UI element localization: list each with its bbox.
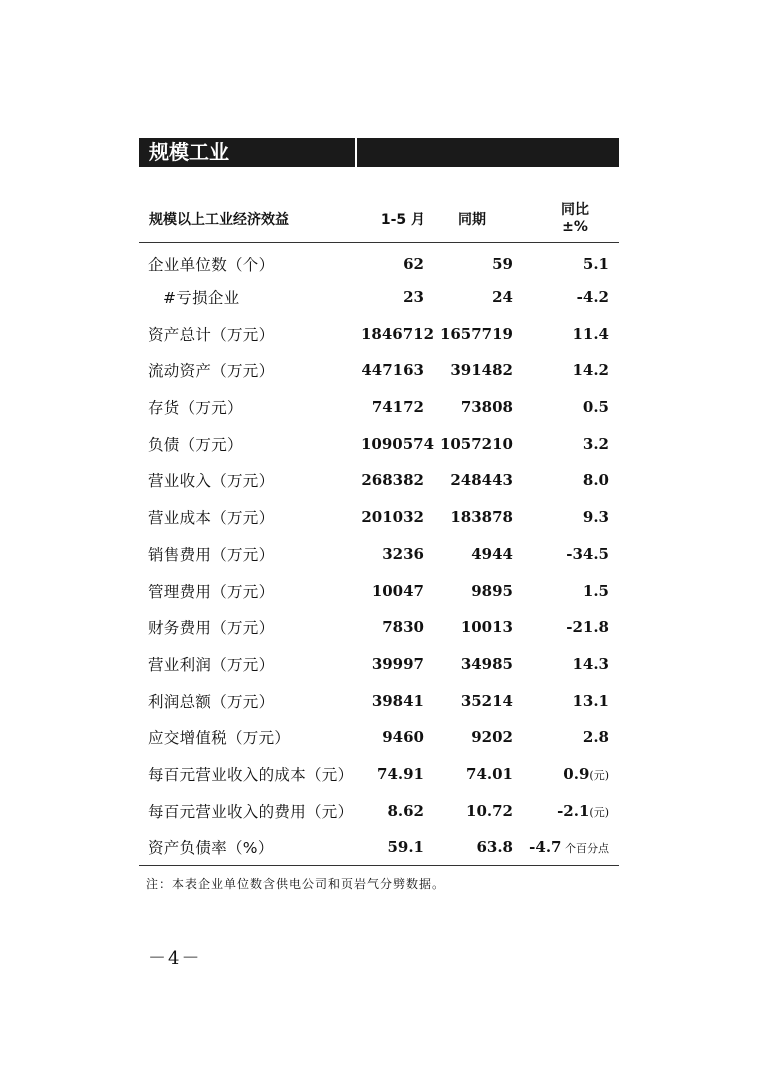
row-yoy-value: 2.8 [582, 728, 609, 747]
row-previous-value: 59 [492, 254, 513, 273]
row-yoy-value: 14.3 [572, 654, 609, 673]
table-row [139, 682, 619, 719]
row-yoy-value: 5.1 [582, 254, 609, 273]
table-header-row [139, 196, 619, 242]
row-previous-value: 1657719 [439, 324, 513, 343]
table-row [139, 719, 619, 756]
row-previous-value: 1057210 [439, 434, 513, 453]
row-yoy-cell [517, 609, 619, 646]
header-indicator: 规模以上工业经济效益 [139, 196, 361, 242]
table-row [139, 315, 619, 352]
table-row [139, 609, 619, 646]
row-previous-value: 248443 [450, 471, 513, 490]
row-yoy-cell [517, 425, 619, 462]
row-yoy-value: -21.8 [566, 618, 609, 637]
row-previous-value: 183878 [450, 508, 513, 527]
row-current-value: 8.62 [387, 801, 424, 820]
row-label: 营业收入（万元） [148, 472, 275, 491]
row-label: 营业成本（万元） [148, 509, 275, 528]
section-bar-fill [357, 138, 619, 167]
row-label: 销售费用（万元） [148, 545, 275, 564]
row-yoy-value: 11.4 [572, 324, 609, 343]
table-row [139, 352, 619, 389]
row-label: 资产总计（万元） [148, 325, 275, 344]
row-yoy-cell [517, 352, 619, 389]
row-current-value: 59.1 [361, 829, 427, 866]
table-footnote: 注：本表企业单位数含供电公司和页岩气分劈数据。 [146, 877, 446, 891]
row-current-value: 9460 [382, 728, 424, 747]
row-yoy-cell [517, 756, 619, 793]
row-yoy-value: -4.7 [529, 838, 562, 857]
row-current-value: 3236 [382, 544, 424, 563]
row-yoy-cell [517, 315, 619, 352]
table-row [139, 646, 619, 683]
row-yoy-cell [517, 279, 619, 316]
table-row [139, 536, 619, 573]
row-yoy-value: 9.3 [582, 508, 609, 527]
row-previous-value: 63.8 [427, 829, 517, 866]
row-label: 利润总额（万元） [148, 692, 275, 711]
row-current-value: 1846712 [361, 324, 435, 343]
row-previous-value: 391482 [450, 361, 513, 380]
row-yoy-value: 0.5 [582, 398, 609, 417]
row-previous-value: 73808 [460, 398, 513, 417]
row-current-value: 74172 [371, 398, 424, 417]
row-label: 每百元营业收入的成本（元） [148, 765, 354, 784]
row-label: 营业利润（万元） [148, 655, 275, 674]
row-label: 资产负债率（%） [139, 829, 361, 866]
table-row [139, 829, 619, 866]
row-current-value: 7830 [382, 618, 424, 637]
row-yoy-value: 1.5 [582, 581, 609, 600]
row-yoy-cell [517, 572, 619, 609]
row-yoy-value: 8.0 [582, 471, 609, 490]
row-yoy-unit: (元) [589, 768, 609, 782]
row-current-value: 268382 [361, 471, 424, 490]
row-previous-value: 35214 [460, 691, 513, 710]
row-current-value: 62 [403, 254, 424, 273]
row-label: 管理费用（万元） [148, 582, 275, 601]
row-previous-value: 9202 [471, 728, 513, 747]
header-period: 1-5 月 [361, 196, 427, 242]
table-row [139, 279, 619, 316]
row-label: 负债（万元） [148, 435, 243, 454]
row-yoy-unit: 个百分点 [561, 842, 609, 856]
page-number: －4－ [148, 948, 202, 969]
row-current-value: 39841 [371, 691, 424, 710]
row-current-value: 447163 [361, 361, 424, 380]
row-yoy-cell [517, 462, 619, 499]
section-header-bar [139, 138, 619, 167]
row-yoy-value: -2.1 [557, 801, 590, 820]
row-yoy-cell [517, 829, 619, 866]
row-yoy-value: 3.2 [582, 434, 609, 453]
row-yoy-value: 13.1 [572, 691, 609, 710]
table-row [139, 242, 619, 279]
row-yoy-cell [517, 719, 619, 756]
row-previous-value: 10013 [460, 618, 513, 637]
row-yoy-value: 14.2 [572, 361, 609, 380]
table-row [139, 462, 619, 499]
row-previous-value: 9895 [471, 581, 513, 600]
row-previous-value: 24 [492, 288, 513, 307]
row-yoy-cell [517, 646, 619, 683]
row-current-value: 201032 [361, 508, 424, 527]
row-yoy-unit: (元) [589, 805, 609, 819]
row-label: 财务费用（万元） [148, 619, 275, 638]
row-label: 应交增值税（万元） [148, 729, 291, 748]
row-yoy-cell [517, 792, 619, 829]
row-previous-value: 74.01 [466, 764, 513, 783]
row-label: 存货（万元） [148, 399, 243, 418]
table-row [139, 389, 619, 426]
table-row [139, 499, 619, 536]
row-label: #亏损企业 [163, 289, 240, 308]
header-yoy [517, 196, 619, 242]
row-yoy-cell [517, 389, 619, 426]
row-yoy-cell [517, 536, 619, 573]
row-previous-value: 10.72 [466, 801, 513, 820]
table-row [139, 425, 619, 462]
table-row [139, 756, 619, 793]
row-label: 每百元营业收入的费用（元） [148, 802, 354, 821]
row-yoy-value: -4.2 [576, 288, 609, 307]
row-previous-value: 34985 [460, 654, 513, 673]
row-label: 流动资产（万元） [148, 362, 275, 381]
row-yoy-cell [517, 682, 619, 719]
row-yoy-cell [517, 242, 619, 279]
table-row [139, 792, 619, 829]
table-row [139, 572, 619, 609]
header-yoy-line1: 同比 [561, 201, 589, 218]
section-title: 规模工业 [139, 138, 357, 167]
row-current-value: 1090574 [361, 434, 435, 453]
header-yoy-line2: ±% [562, 218, 588, 235]
row-label: 企业单位数（个） [148, 255, 275, 274]
row-yoy-value: -34.5 [566, 544, 609, 563]
row-previous-value: 4944 [471, 544, 513, 563]
header-same-period: 同期 [427, 196, 517, 242]
row-current-value: 74.91 [377, 764, 424, 783]
row-yoy-cell [517, 499, 619, 536]
row-current-value: 39997 [371, 654, 424, 673]
row-yoy-value: 0.9 [563, 764, 590, 783]
row-current-value: 23 [403, 288, 424, 307]
row-current-value: 10047 [371, 581, 424, 600]
economic-efficiency-table [139, 196, 619, 866]
